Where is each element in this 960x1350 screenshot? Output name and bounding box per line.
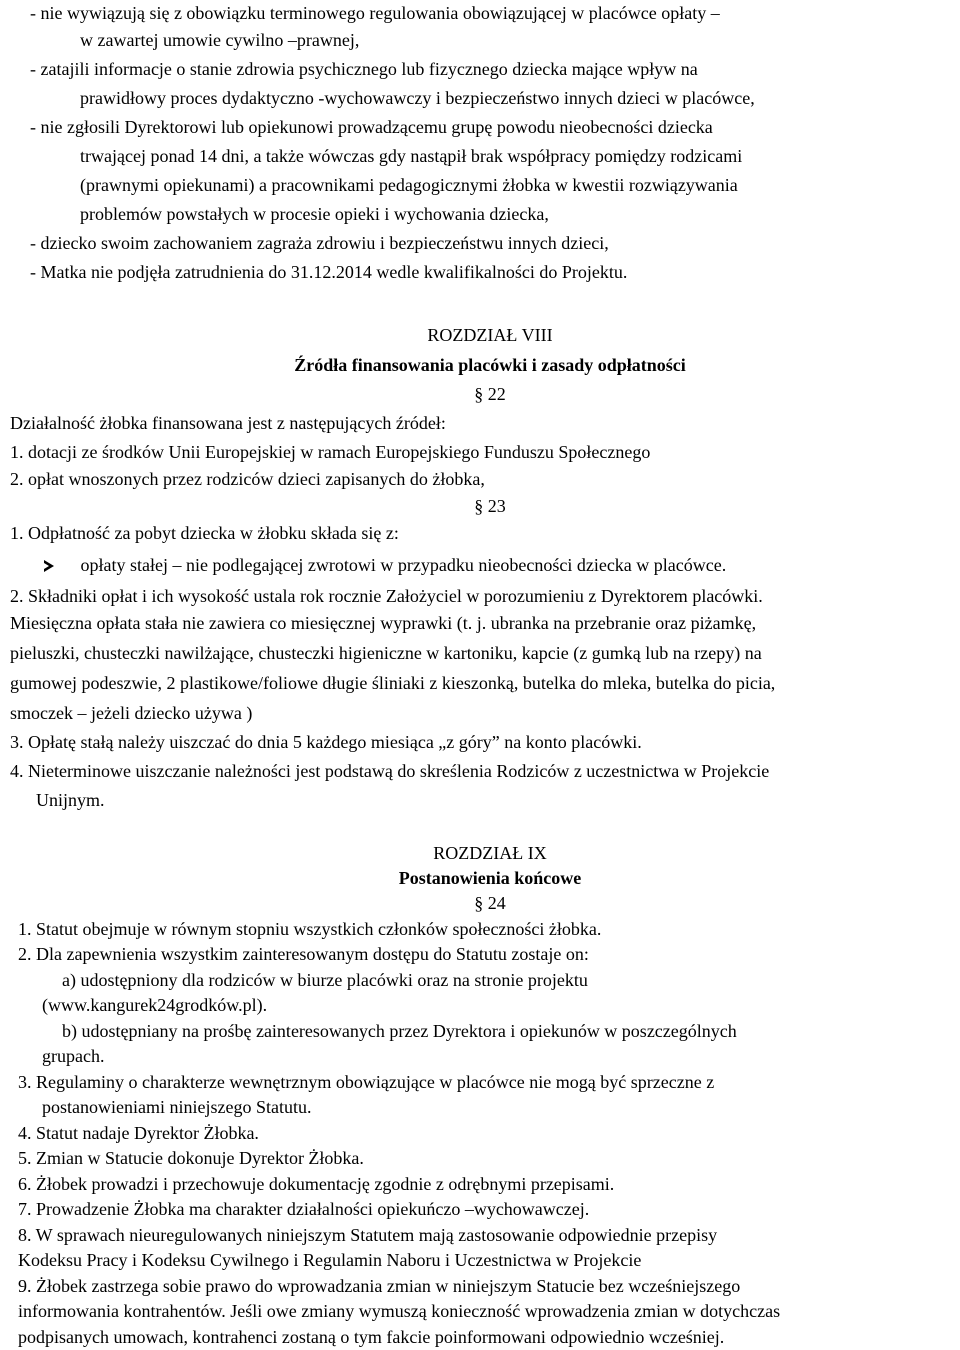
text-line: 3. Opłatę stałą należy uiszczać do dnia 5 każdego miesiąca „z góry” na konto placówki. [10,732,642,752]
text-line: 2. Dla zapewnienia wszystkim zainteresowanym dostępu do Statutu zostaje on: [18,944,589,964]
arrow-bullet-icon [44,560,54,572]
paragraph-number [0,381,960,407]
text-line: w zawartej umowie cywilno –prawnej, [80,30,360,50]
text-line: gumowej podeszwie, 2 plastikowe/foliowe długie śliniaki z kieszonką, butelka do mleka, butelka do picia, [10,673,776,693]
text-line: postanowieniami niniejszego Statutu. [42,1097,312,1117]
text-line: grupach. [42,1046,105,1066]
paragraph-number-value: 22 [487,384,506,404]
text-line: Unijnym. [36,790,105,810]
text-line: 7. Prowadzenie Żłobka ma charakter działalności opiekuńczo –wychowawczej. [18,1199,590,1219]
paragraph-number-value: 23 [487,496,506,516]
list-item: 1. dotacji ze środków Unii Europejskiej w ramach Europejskiego Funduszu Społecznego [10,442,651,462]
text-line: - zatajili informacje o stanie zdrowia psychicznego lub fizycznego dziecka mające wpływ na [30,59,698,79]
text-line: 3. Regulaminy o charakterze wewnętrznym obowiązujące w placówce nie mogą być sprzeczne z [18,1072,715,1092]
text-line: trwającej ponad 14 dni, a także wówczas gdy nastąpił brak współpracy pomiędzy rodzicami [80,146,743,166]
text-line: b) udostępniany na prośbę zainteresowanych przez Dyrektora i opiekunów w poszczególnych [62,1021,737,1041]
text-line: (www.kangurek24grodków.pl). [42,995,268,1015]
text-line: podpisanych umowach, kontrahenci zostaną o tym fakcie poinformowani odpowiednio wcześniej. [18,1327,725,1347]
chapter-heading: ROZDZIAŁ IX [433,843,547,863]
text-line: - nie zgłosili Dyrektorowi lub opiekunowi prowadzącemu grupę powodu nieobecności dziecka [30,117,713,137]
paragraph-number-value: 24 [487,893,506,913]
text-line: informowania kontrahentów. Jeśli owe zmiany wymuszą konieczność wprowadzenia zmian w dotychczas [18,1301,781,1321]
text-line: 8. W sprawach nieuregulowanych niniejszym Statutem mają zastosowanie odpowiednie przepisy [18,1225,718,1245]
chapter-title: Postanowienia końcowe [398,868,582,888]
paragraph-sign: § [474,893,484,913]
text-line: 1. Statut obejmuje w równym stopniu wszystkich członków społeczności żłobka. [18,919,602,939]
text-line: 6. Żłobek prowadzi i przechowuje dokumentację zgodnie z odrębnymi przepisami. [18,1174,615,1194]
text-line: Działalność żłobka finansowana jest z następujących źródeł: [10,413,446,433]
paragraph-sign: § [474,496,484,516]
paragraph-number [0,493,960,519]
text-line: - dziecko swoim zachowaniem zagraża zdrowiu i bezpieczeństwu innych dzieci, [30,233,609,253]
text-line: - Matka nie podjęła zatrudnienia do 31.12.2014 wedle kwalifikalności do Projektu. [30,262,628,282]
text-line: prawidłowy proces dydaktyczno -wychowawczy i bezpieczeństwo innych dzieci w placówce, [80,88,755,108]
text-line: problemów powstałych w procesie opieki i wychowania dziecka, [80,204,549,224]
text-line: smoczek – jeżeli dziecko używa ) [10,703,253,723]
list-item: 2. opłat wnoszonych przez rodziców dzieci zapisanych do żłobka, [10,469,485,489]
text-line: Kodeksu Pracy i Kodeksu Cywilnego i Regulamin Naboru i Uczestnictwa w Projekcie [18,1250,642,1270]
chapter-title: Źródła finansowania placówki i zasady odpłatności [294,355,686,375]
chapter-heading: ROZDZIAŁ VIII [427,325,553,345]
paragraph-sign: § [474,384,484,404]
text-line: 4. Nieterminowe uiszczanie należności jest podstawą do skreślenia Rodziców z uczestnictwa w Projekcie [10,761,770,781]
text-line: a) udostępniony dla rodziców w biurze placówki oraz na stronie projektu [62,970,588,990]
paragraph-number [0,890,960,916]
text-line: (prawnymi opiekunami) a pracownikami pedagogicznymi żłobka w kwestii rozwiązywania [80,175,738,195]
text-line: 5. Zmian w Statucie dokonuje Dyrektor Żłobka. [18,1148,364,1168]
text-line: pieluszki, chusteczki nawilżające, chusteczki higieniczne w kartoniku, kapcie (z gumką lub na rzepy) na [10,643,762,663]
text-line: 4. Statut nadaje Dyrektor Żłobka. [18,1123,259,1143]
text-line: 9. Żłobek zastrzega sobie prawo do wprowadzania zmian w niniejszym Statucie bez wcześniejszego [18,1276,741,1296]
text-line: - nie wywiązują się z obowiązku terminowego regulowania obowiązującej w placówce opłaty – [30,3,720,23]
bullet-item [44,552,726,578]
text-line: 2. Składniki opłat i ich wysokość ustala rok rocznie Założyciel w porozumieniu z Dyrektorem placówki. [10,586,763,606]
text-line: 1. Odpłatność za pobyt dziecka w żłobku składa się z: [10,523,399,543]
bullet-text: opłaty stałej – nie podlegającej zwrotowi w przypadku nieobecności dziecka w placówce. [80,555,727,575]
text-line: Miesięczna opłata stała nie zawiera co miesięcznej wyprawki (t. j. ubranka na przebranie oraz piżamkę, [10,613,757,633]
